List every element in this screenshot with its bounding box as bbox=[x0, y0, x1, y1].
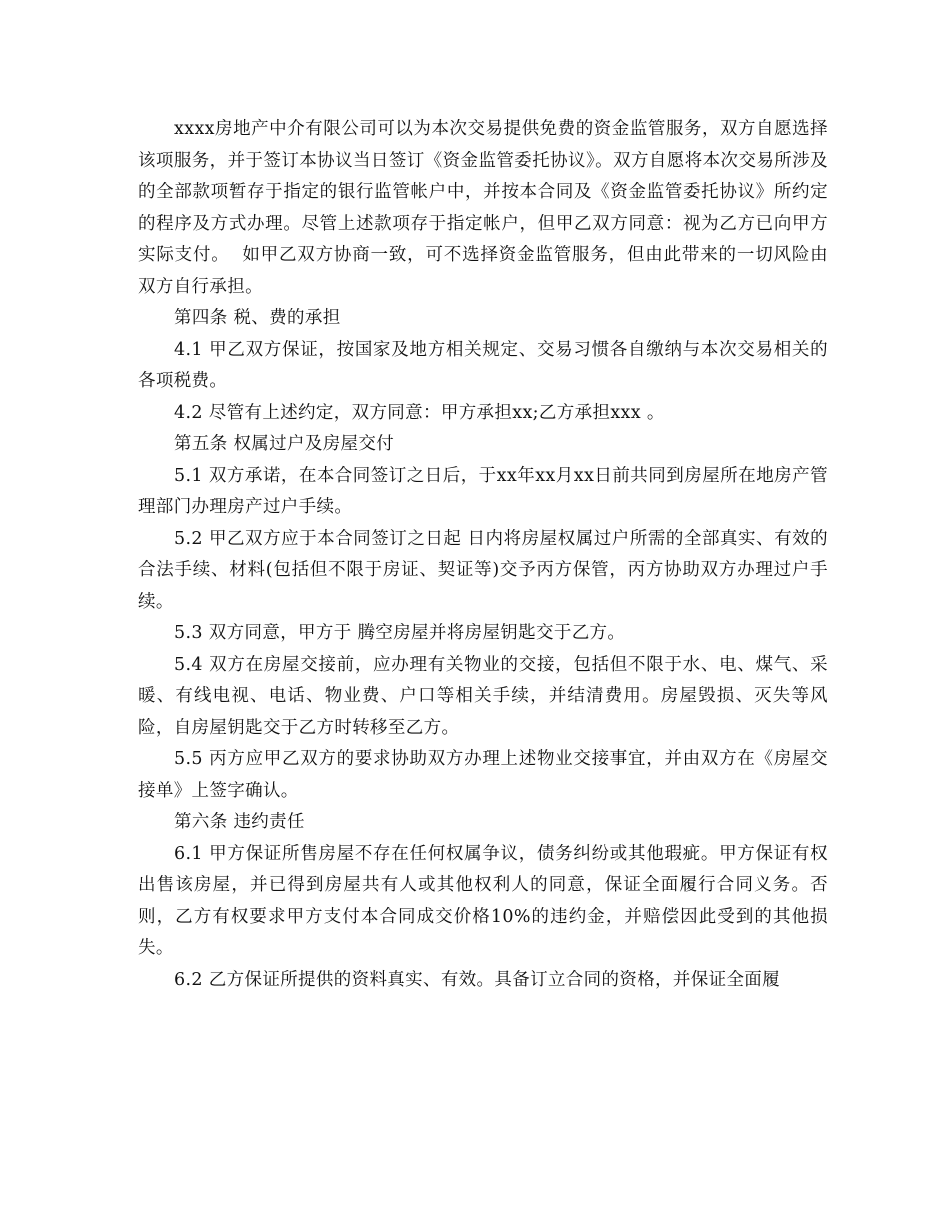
paragraph-fund-supervision: xxxx房地产中介有限公司可以为本次交易提供免费的资金监管服务，双方自愿选择该项服务，并于签订本协议当日签订《资金监管委托协议》。双方自愿将本次交易所涉及的全部款项暂存于指定的银行监管帐户中，并按本合同及《资金监管委托协议》所约定的程序及方式办理。尽管上述款项存于指定帐户，但甲乙双方同意：视为乙方已向甲方实际支付。 如甲乙双方协商一致，可不选择资金监管服务，但由此带来的一切风险由双方自行承担。 bbox=[138, 119, 828, 297]
section-heading-4: 第四条 税、费的承担 bbox=[174, 308, 341, 328]
clause-6-1: 6.1 甲方保证所售房屋不存在任何权属争议，债务纠纷或其他瑕疵。甲方保证有权出售该房屋，并已得到房屋共有人或其他权利人的同意，保证全面履行合同义务。否则，乙方有权要求甲方支付本合同成交价格10%的违约金，并赔偿因此受到的其他损失。 bbox=[138, 843, 828, 958]
section-heading-5: 第五条 权属过户及房屋交付 bbox=[174, 434, 395, 454]
clause-5-3: 5.3 双方同意，甲方于 腾空房屋并将房屋钥匙交于乙方。 bbox=[174, 623, 626, 643]
clause-5-5: 5.5 丙方应甲乙双方的要求协助双方办理上述物业交接事宜，并由双方在《房屋交接单》上签字确认。 bbox=[138, 749, 828, 801]
clause-5-2: 5.2 甲乙双方应于本合同签订之日起 日内将房屋权属过户所需的全部真实、有效的合法手续、材料(包括但不限于房证、契证等)交予丙方保管，丙方协助双方办理过户手续。 bbox=[138, 528, 828, 612]
clause-5-1: 5.1 双方承诺，在本合同签订之日后，于xx年xx月xx日前共同到房屋所在地房产管理部门办理房产过户手续。 bbox=[138, 465, 828, 517]
section-heading-6: 第六条 违约责任 bbox=[174, 812, 305, 832]
clause-5-4: 5.4 双方在房屋交接前，应办理有关物业的交接，包括但不限于水、电、煤气、采暖、有线电视、电话、物业费、户口等相关手续，并结清费用。房屋毁损、灭失等风险，自房屋钥匙交于乙方时转移至乙方。 bbox=[138, 654, 828, 738]
clause-6-2: 6.2 乙方保证所提供的资料真实、有效。具备订立合同的资格，并保证全面履 bbox=[174, 969, 780, 990]
clause-4-2: 4.2 尽管有上述约定，双方同意：甲方承担xx;乙方承担xxx 。 bbox=[174, 402, 665, 423]
document-page bbox=[138, 114, 828, 996]
clause-4-1: 4.1 甲乙双方保证，按国家及地方相关规定、交易习惯各自缴纳与本次交易相关的各项税费。 bbox=[138, 339, 828, 391]
